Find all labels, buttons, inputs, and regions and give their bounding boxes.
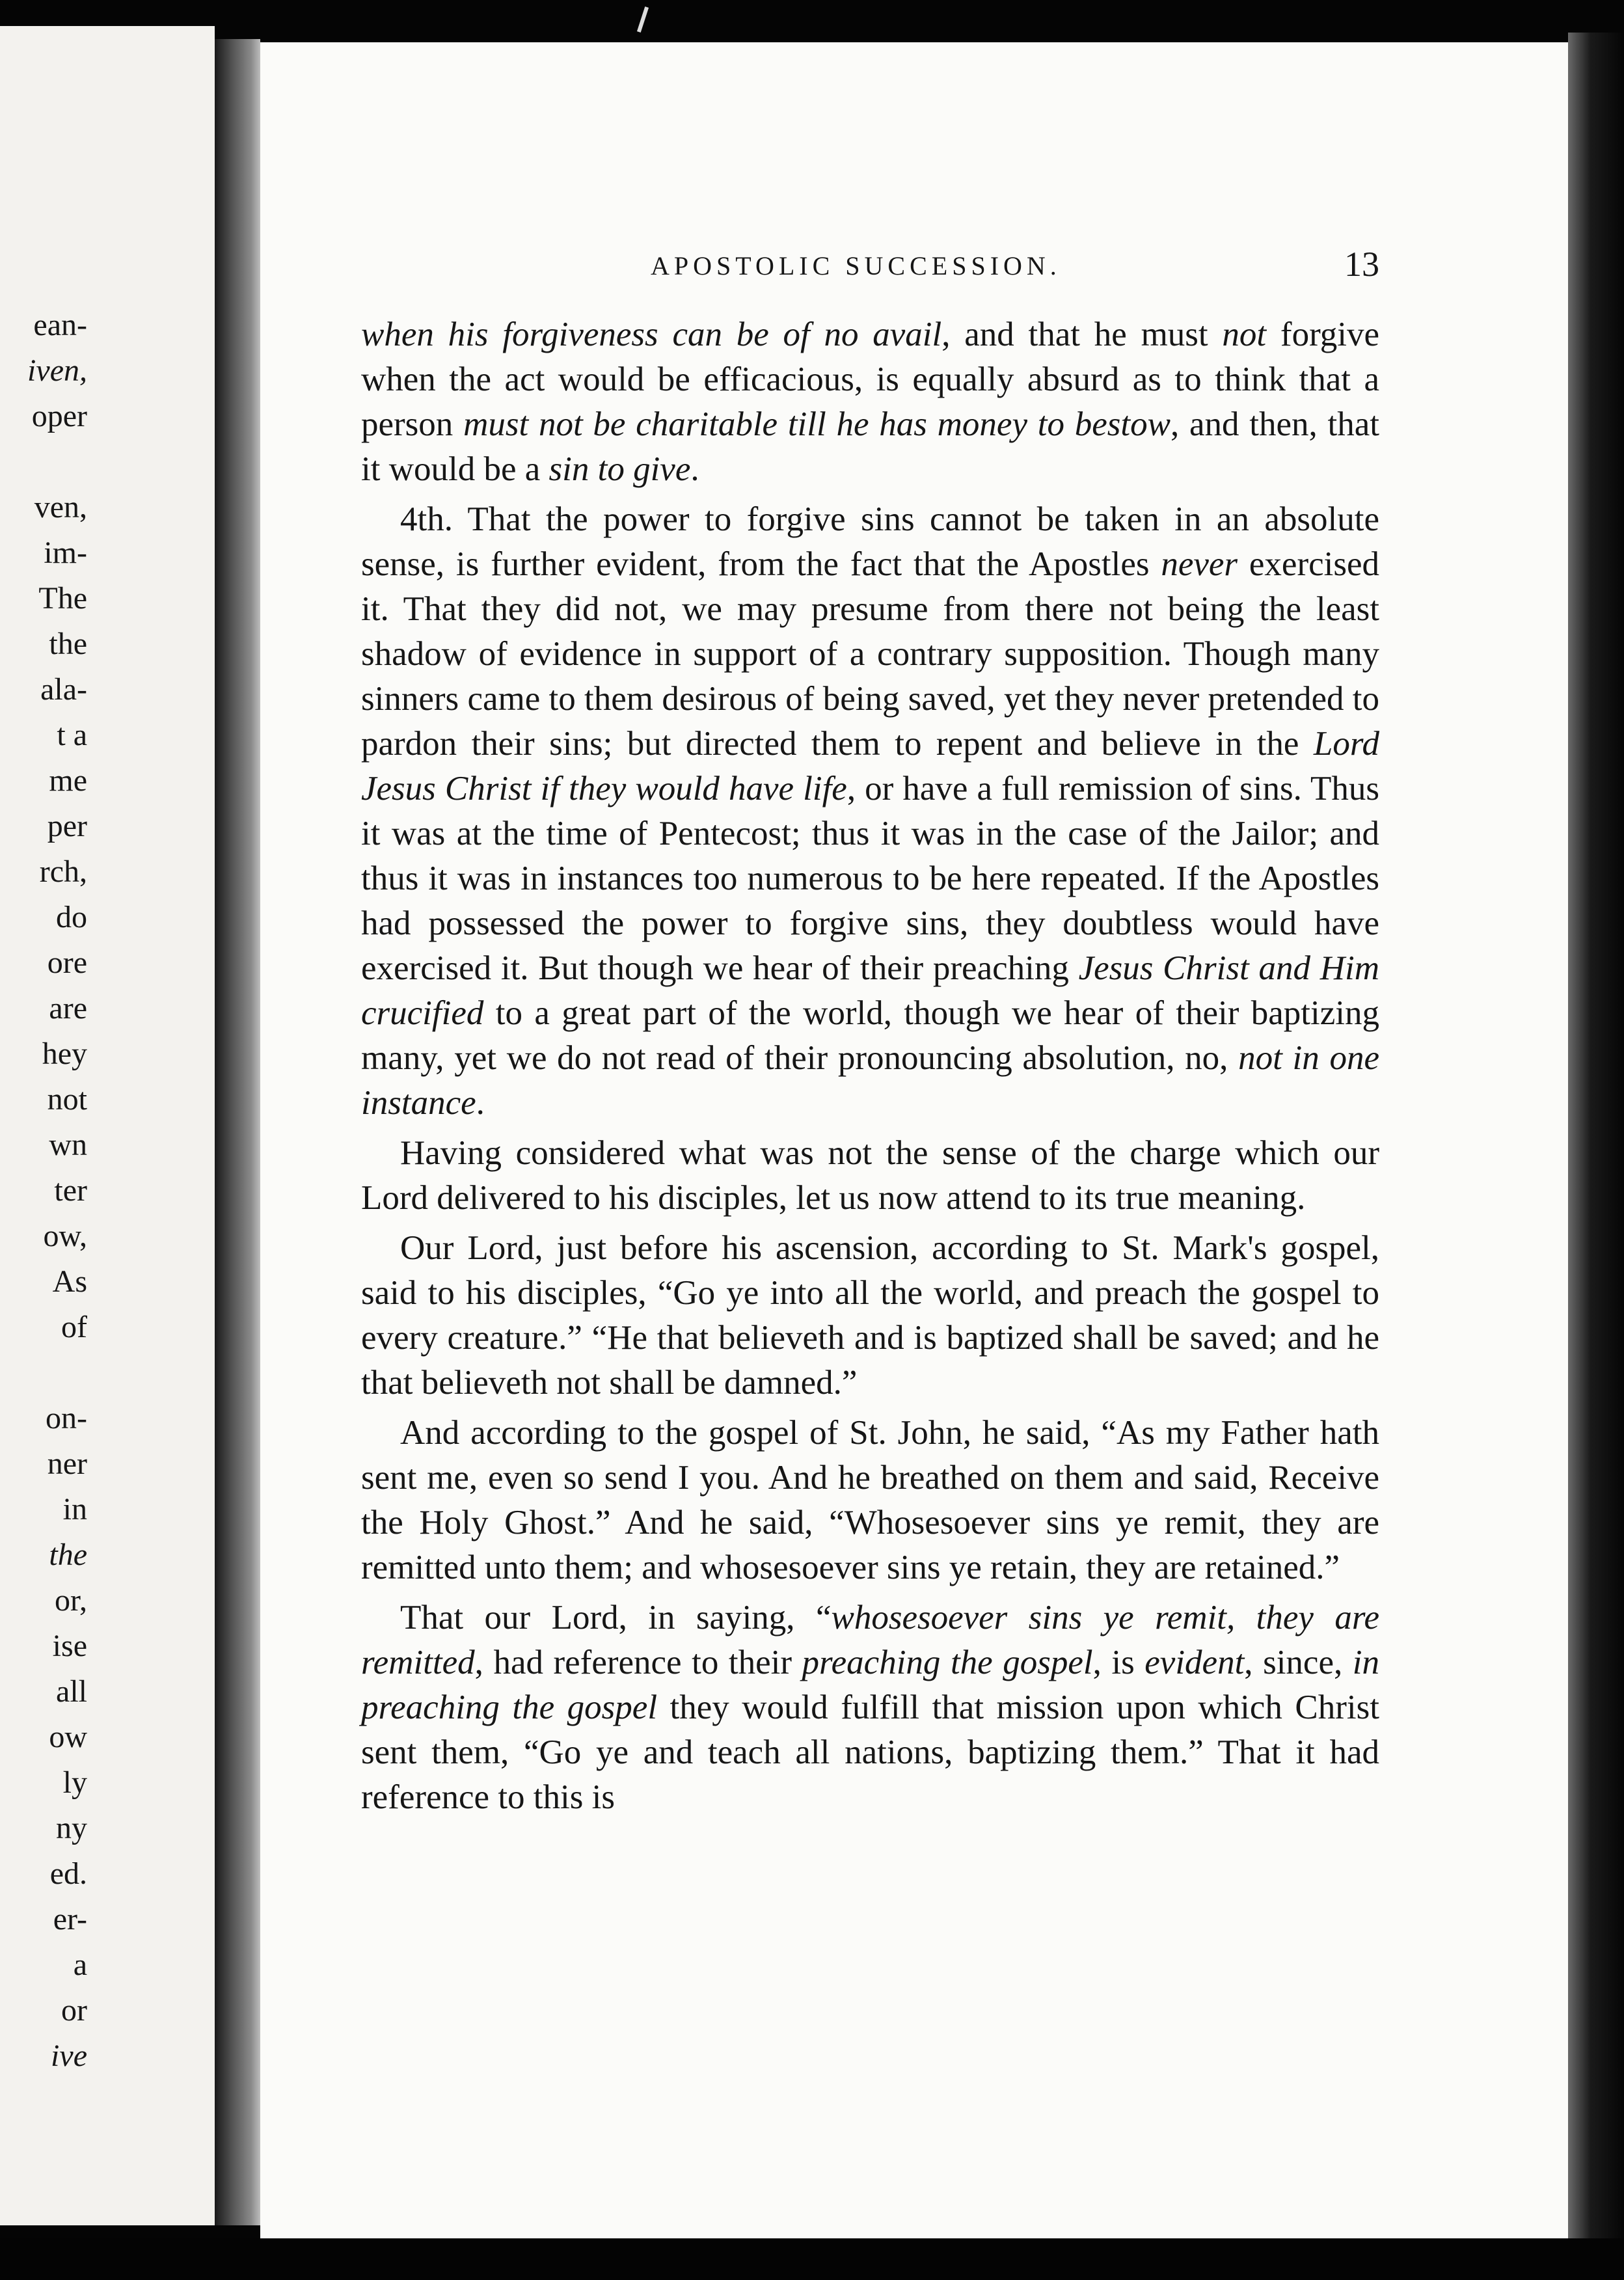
left-page-fragment: hey xyxy=(42,1037,87,1071)
left-page-fragment: ny xyxy=(56,1811,87,1845)
body-text xyxy=(361,312,1379,1820)
scan-bottom-border xyxy=(0,2238,1624,2280)
left-page-text-fragments xyxy=(0,26,98,2225)
left-page-fragment: me xyxy=(49,763,87,798)
left-page-fragment: or xyxy=(61,1993,87,2028)
text-run: , and that he must xyxy=(941,316,1223,353)
italic-text: sin to give xyxy=(548,450,691,488)
left-page-fragment: ner xyxy=(47,1446,87,1481)
text-run: they would fulfill that mission upon which Christ sent them, “Go ye and teach all nations, baptizing them.” That it had reference to this is xyxy=(361,1689,1379,1816)
text-run: , or have a full remission of sins. Thus it was at the time of Pentecost; thus it was in the case of the Jailor; and thus it was in instances too numerous to be here repeated. If the Apostles had possessed the power to forgive sins, they doubtless would have exercised it. But though we hear of their preaching xyxy=(361,770,1379,987)
italic-text: not in one instance xyxy=(361,1039,1379,1122)
left-page-fragment: er- xyxy=(53,1902,87,1936)
left-page-fragment: ean- xyxy=(33,308,87,342)
italic-text: must not be charitable till he has money to bestow xyxy=(463,405,1171,443)
left-page-fragment: per xyxy=(47,809,87,843)
paragraph xyxy=(361,312,1379,492)
left-page-fragment: on- xyxy=(46,1401,87,1435)
left-page-fragment: in xyxy=(62,1492,87,1527)
left-page-fragment: ise xyxy=(52,1629,87,1663)
left-page-fragment: rch, xyxy=(39,854,87,889)
text-run: , since, xyxy=(1244,1644,1353,1681)
italic-text: Lord Jesus Christ if they would have life xyxy=(361,725,1379,808)
left-page-fragment: not xyxy=(47,1082,87,1117)
page-number: 13 xyxy=(1344,245,1379,284)
left-page-fragment: ow, xyxy=(43,1219,87,1253)
paragraph xyxy=(361,1411,1379,1590)
paragraph xyxy=(361,1226,1379,1405)
book-gutter xyxy=(215,39,260,2225)
left-page-fragment: ven, xyxy=(34,490,87,524)
text-run: Having considered what was not the sense of the charge which our Lord delivered to his disciples, let us now attend to its true meaning. xyxy=(361,1134,1379,1217)
text-run: , is xyxy=(1092,1644,1145,1681)
text-run: That our Lord, in saying, “ xyxy=(400,1599,832,1636)
scan-mark xyxy=(637,7,649,33)
left-page-fragment: iven, xyxy=(27,353,87,388)
text-run: . xyxy=(690,450,699,488)
left-page-fragment: As xyxy=(52,1264,87,1299)
italic-text: not xyxy=(1222,316,1267,353)
text-run: Our Lord, just before his ascension, according to St. Mark's gospel, said to his disciples, “Go ye into all the world, and preach the gospel to every creature.” “He that believeth and is baptized shall be saved; and he that believeth not shall be damned.” xyxy=(361,1229,1379,1402)
text-run: , and then, that it would be a xyxy=(361,405,1379,488)
left-page-fragment: ed. xyxy=(49,1856,87,1891)
italic-text: Jesus Christ and Him crucified xyxy=(361,949,1379,1032)
left-page-fragment: a xyxy=(73,1948,87,1982)
italic-text: never xyxy=(1161,545,1238,583)
text-run: . xyxy=(476,1084,485,1122)
text-run: to a great part of the world, though we hear of their baptizing many, yet we do not read of their pronouncing absolution, no, xyxy=(361,994,1379,1077)
left-facing-page xyxy=(0,26,215,2225)
left-page-fragment: t a xyxy=(57,718,87,752)
italic-text: preaching the gospel xyxy=(802,1644,1093,1681)
left-page-fragment: ow xyxy=(49,1720,87,1754)
paragraph xyxy=(361,1595,1379,1820)
running-head: APOSTOLIC SUCCESSION. xyxy=(651,251,1061,280)
page-right-edge xyxy=(1568,33,1624,2280)
text-run: exercised it. That they did not, we may presume from there not being the least shadow of evidence in support of a contrary supposition. Though many sinners came to them desirous of being saved, yet they never pretended to pardon their sins; but directed them to repent and believe in the xyxy=(361,545,1379,763)
left-page-fragment: ter xyxy=(54,1173,87,1208)
left-page-fragment: the xyxy=(49,627,87,661)
left-page-fragment: im- xyxy=(44,536,87,570)
left-page-fragment: of xyxy=(61,1310,87,1344)
italic-text: in preaching the gospel xyxy=(361,1644,1379,1726)
paragraph xyxy=(361,497,1379,1126)
left-page-fragment: the xyxy=(49,1538,87,1572)
left-page-fragment: ly xyxy=(62,1765,87,1800)
text-run: , had reference to their xyxy=(474,1644,802,1681)
text-run: 4th. That the power to forgive sins cannot be taken in an absolute sense, is further evident, from the fact that the Apostles xyxy=(361,500,1379,583)
italic-text: evident xyxy=(1144,1644,1245,1681)
italic-text: when his forgiveness can be of no avail xyxy=(361,316,942,353)
italic-text: whosesoever sins ye remit, they are remitted xyxy=(361,1599,1379,1681)
page-header xyxy=(651,244,1379,290)
left-page-fragment: ala- xyxy=(40,672,87,707)
left-page-fragment: ore xyxy=(47,945,87,980)
text-run: forgive when the act would be efficacious, is equally absurd as to think that a person xyxy=(361,316,1380,443)
text-run: And according to the gospel of St. John, he said, “As my Father hath sent me, even so send I you. And he breathed on them and said, Receive the Holy Ghost.” And he said, “Whosesoever sins ye remit, they are remitted unto them; and whosesoever sins ye retain, they are retained.” xyxy=(361,1414,1379,1586)
left-page-fragment: oper xyxy=(31,399,87,433)
left-page-fragment: are xyxy=(49,991,87,1025)
left-page-fragment: The xyxy=(38,581,87,616)
left-page-fragment: all xyxy=(56,1674,87,1709)
left-page-fragment: ive xyxy=(51,2039,87,2073)
left-page-fragment: or, xyxy=(54,1583,87,1618)
left-page-fragment: do xyxy=(56,900,87,934)
left-page-fragment: wn xyxy=(49,1128,87,1162)
paragraph xyxy=(361,1131,1379,1221)
